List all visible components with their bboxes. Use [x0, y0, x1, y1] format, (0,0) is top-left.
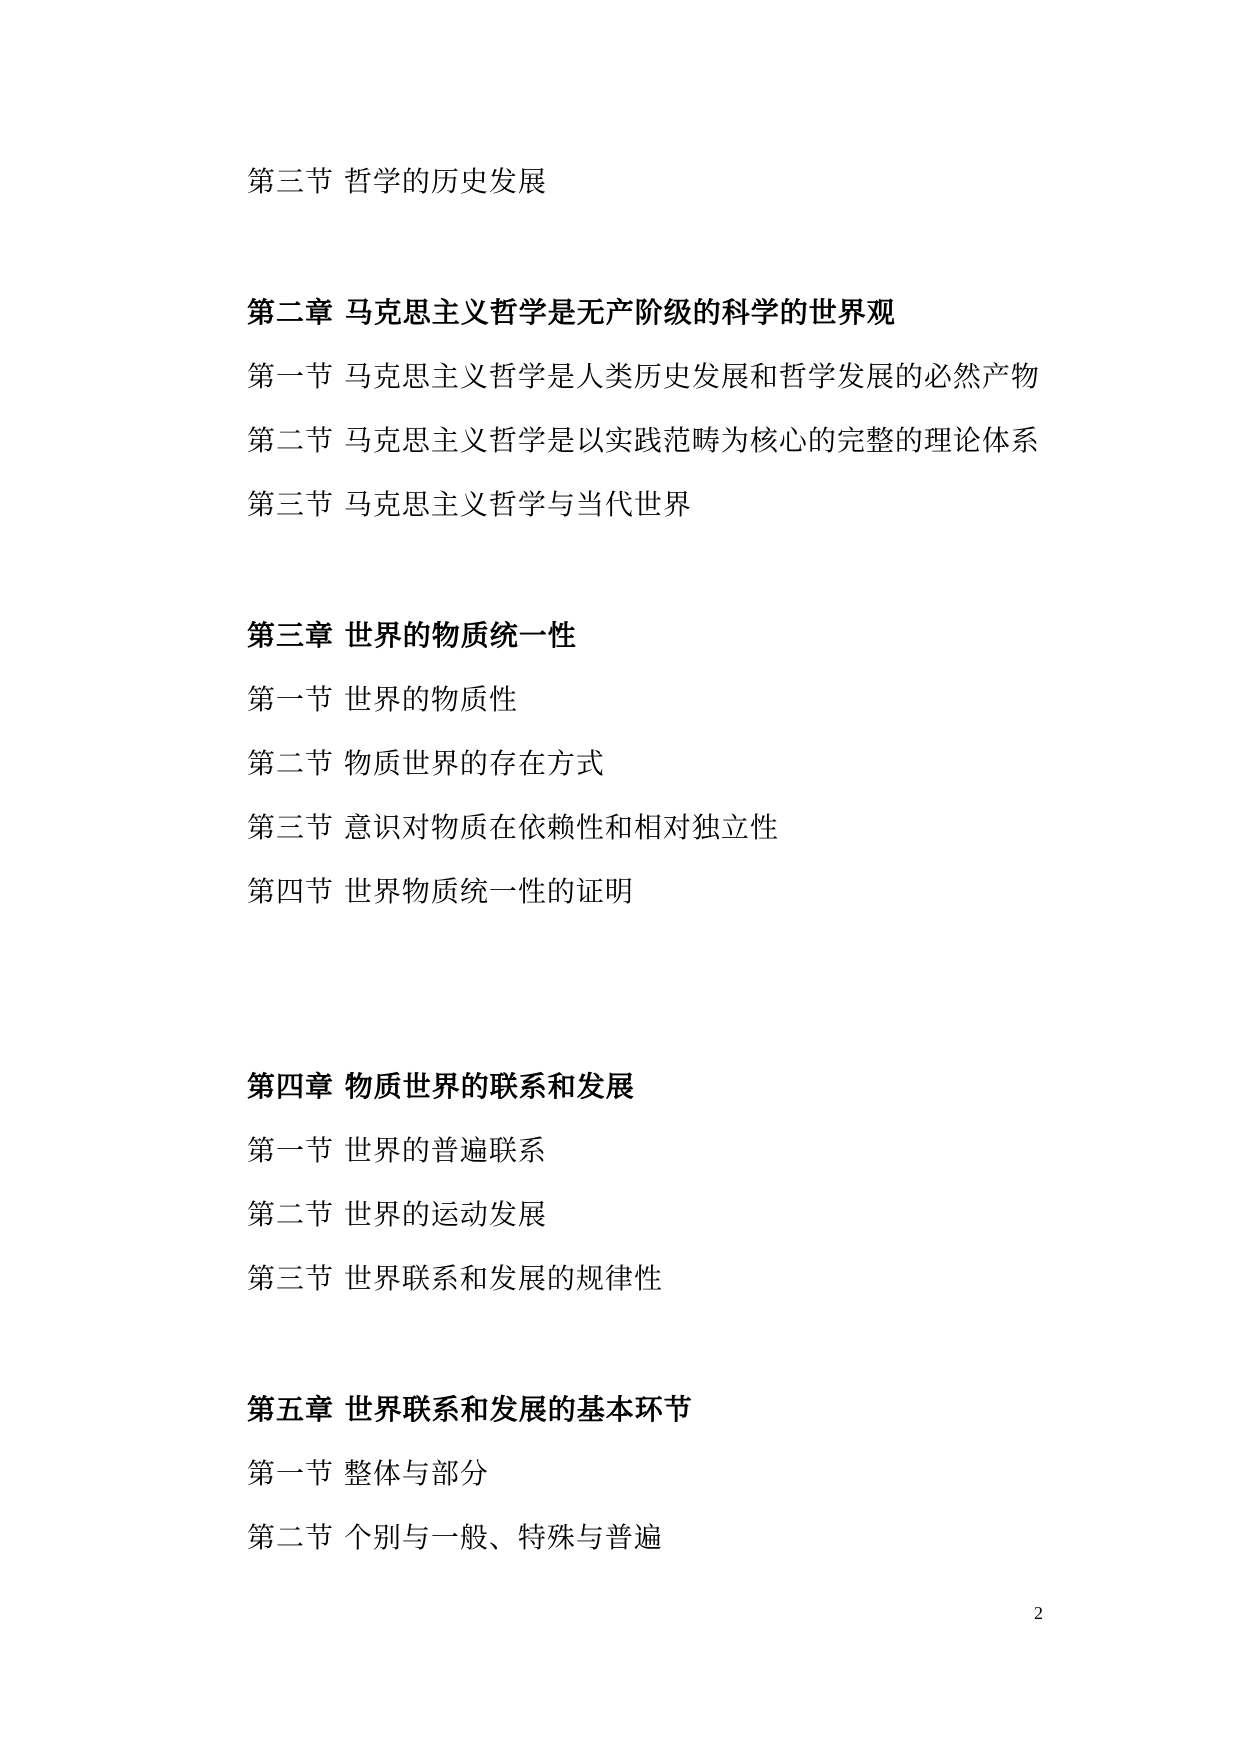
- toc-section-3-4: 第四节 世界物质统一性的证明: [247, 875, 634, 908]
- toc-section-3-3: 第三节 意识对物质在依赖性和相对独立性: [247, 811, 779, 844]
- toc-chapter-2: 第二章 马克思主义哲学是无产阶级的科学的世界观: [247, 296, 896, 329]
- toc-section-1-3: 第三节 哲学的历史发展: [247, 165, 547, 198]
- toc-chapter-3: 第三章 世界的物质统一性: [247, 619, 577, 652]
- toc-section-2-2: 第二节 马克思主义哲学是以实践范畴为核心的完整的理论体系: [247, 424, 1040, 457]
- page-number: 2: [1034, 1603, 1043, 1623]
- toc-section-2-3: 第三节 马克思主义哲学与当代世界: [247, 488, 692, 521]
- toc-section-2-1: 第一节 马克思主义哲学是人类历史发展和哲学发展的必然产物: [247, 360, 1040, 393]
- toc-section-5-1: 第一节 整体与部分: [247, 1457, 489, 1490]
- toc-section-3-2: 第二节 物质世界的存在方式: [247, 747, 605, 780]
- toc-section-5-2: 第二节 个别与一般、特殊与普遍: [247, 1521, 663, 1554]
- toc-chapter-5: 第五章 世界联系和发展的基本环节: [247, 1393, 693, 1426]
- toc-section-4-1: 第一节 世界的普遍联系: [247, 1134, 547, 1167]
- toc-section-3-1: 第一节 世界的物质性: [247, 683, 518, 716]
- toc-section-4-2: 第二节 世界的运动发展: [247, 1198, 547, 1231]
- toc-section-4-3: 第三节 世界联系和发展的规律性: [247, 1262, 663, 1295]
- toc-chapter-4: 第四章 物质世界的联系和发展: [247, 1070, 635, 1103]
